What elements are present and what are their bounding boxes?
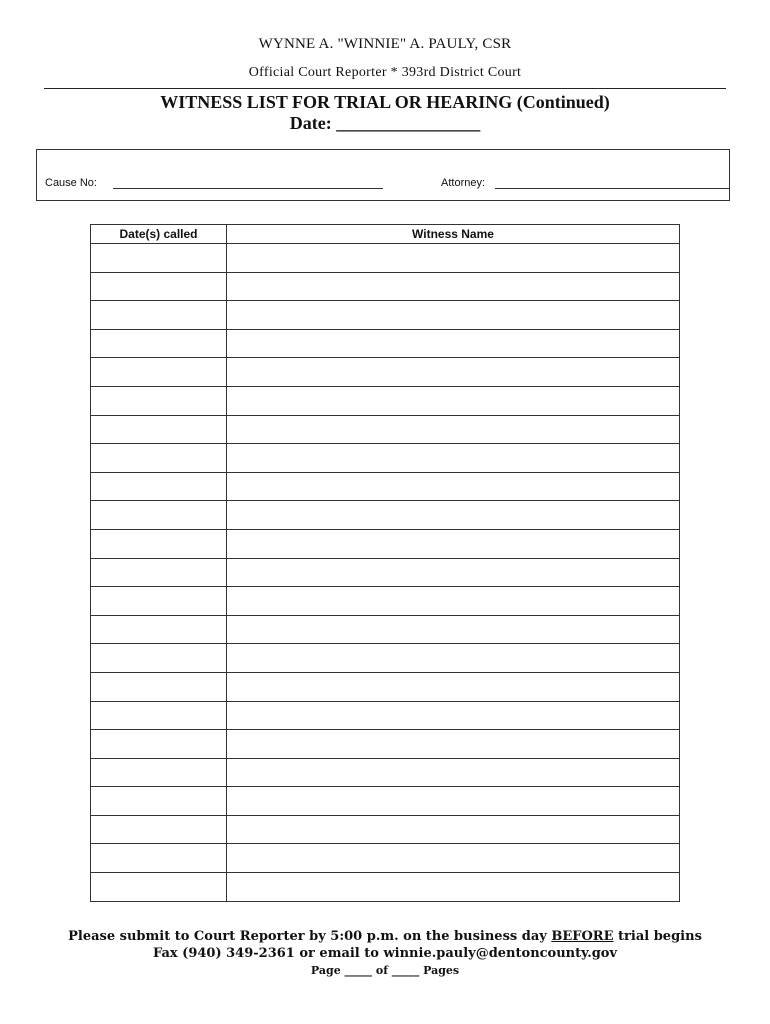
- date-called-cell[interactable]: [91, 501, 227, 530]
- page-count: Page _____ of _____ Pages: [310, 964, 460, 977]
- document-title: WITNESS LIST FOR TRIAL OR HEARING (Continued): [160, 92, 610, 112]
- witness-name-cell[interactable]: [227, 444, 680, 473]
- date-called-cell[interactable]: [91, 472, 227, 501]
- witness-name-cell[interactable]: [227, 415, 680, 444]
- submission-note-prefix: Please submit to Court Reporter by 5:00 p.m. on the business day: [68, 929, 552, 944]
- table-row: [91, 815, 680, 844]
- header-divider: [44, 88, 726, 89]
- witness-name-cell[interactable]: [227, 272, 680, 301]
- date-called-cell[interactable]: [91, 587, 227, 616]
- date-called-cell[interactable]: [91, 558, 227, 587]
- table-row: [91, 301, 680, 330]
- witness-name-cell[interactable]: [227, 672, 680, 701]
- witness-name-cell[interactable]: [227, 472, 680, 501]
- table-row: [91, 672, 680, 701]
- witness-table: [90, 224, 680, 902]
- witness-name-cell[interactable]: [227, 301, 680, 330]
- reporter-title: Official Court Reporter * 393rd District Court: [248, 65, 522, 80]
- witness-name-cell[interactable]: [227, 244, 680, 273]
- submission-note: [0, 929, 770, 945]
- date-called-cell[interactable]: [91, 873, 227, 902]
- date-called-cell[interactable]: [91, 701, 227, 730]
- date-called-cell[interactable]: [91, 644, 227, 673]
- case-info-box: [36, 149, 730, 201]
- table-row: [91, 701, 680, 730]
- table-row: [91, 358, 680, 387]
- date-called-cell[interactable]: [91, 758, 227, 787]
- witness-name-cell[interactable]: [227, 787, 680, 816]
- submission-note-suffix: trial begins: [613, 929, 702, 944]
- table-row: [91, 758, 680, 787]
- cause-number-field[interactable]: [113, 176, 383, 189]
- date-called-cell[interactable]: [91, 444, 227, 473]
- table-row: [91, 787, 680, 816]
- column-header-witness-name: Witness Name: [227, 225, 680, 244]
- date-called-cell[interactable]: [91, 386, 227, 415]
- table-row: [91, 730, 680, 759]
- table-row: [91, 587, 680, 616]
- witness-name-cell[interactable]: [227, 730, 680, 759]
- witness-name-cell[interactable]: [227, 558, 680, 587]
- attorney-field[interactable]: [495, 176, 729, 189]
- witness-name-cell[interactable]: [227, 386, 680, 415]
- date-called-cell[interactable]: [91, 730, 227, 759]
- date-called-cell[interactable]: [91, 329, 227, 358]
- table-row: [91, 873, 680, 902]
- table-row: [91, 329, 680, 358]
- date-called-cell[interactable]: [91, 358, 227, 387]
- reporter-name: WYNNE A. "WINNIE" A. PAULY, CSR: [258, 36, 512, 52]
- date-called-cell[interactable]: [91, 301, 227, 330]
- table-row: [91, 472, 680, 501]
- witness-name-cell[interactable]: [227, 758, 680, 787]
- table-row: [91, 244, 680, 273]
- witness-name-cell[interactable]: [227, 873, 680, 902]
- date-called-cell[interactable]: [91, 272, 227, 301]
- witness-name-cell[interactable]: [227, 615, 680, 644]
- table-row: [91, 529, 680, 558]
- attorney-label: Attorney:: [441, 177, 486, 189]
- witness-name-cell[interactable]: [227, 844, 680, 873]
- witness-name-cell[interactable]: [227, 501, 680, 530]
- table-row: [91, 615, 680, 644]
- table-header-row: [91, 225, 680, 244]
- table-row: [91, 501, 680, 530]
- date-called-cell[interactable]: [91, 787, 227, 816]
- date-called-cell[interactable]: [91, 529, 227, 558]
- cause-number-label: Cause No:: [45, 177, 97, 189]
- date-called-cell[interactable]: [91, 844, 227, 873]
- witness-name-cell[interactable]: [227, 358, 680, 387]
- witness-name-cell[interactable]: [227, 815, 680, 844]
- witness-name-cell[interactable]: [227, 701, 680, 730]
- date-called-cell[interactable]: [91, 815, 227, 844]
- table-row: [91, 644, 680, 673]
- table-row: [91, 844, 680, 873]
- date-called-cell[interactable]: [91, 244, 227, 273]
- table-row: [91, 415, 680, 444]
- witness-name-cell[interactable]: [227, 644, 680, 673]
- table-row: [91, 272, 680, 301]
- witness-table-body: [91, 244, 680, 902]
- contact-info: Fax (940) 349-2361 or email to winnie.pauly@dentoncounty.gov: [152, 946, 618, 961]
- table-row: [91, 558, 680, 587]
- date-called-cell[interactable]: [91, 672, 227, 701]
- date-called-cell[interactable]: [91, 415, 227, 444]
- table-row: [91, 444, 680, 473]
- column-header-dates-called: Date(s) called: [91, 225, 227, 244]
- table-row: [91, 386, 680, 415]
- witness-name-cell[interactable]: [227, 329, 680, 358]
- date-called-cell[interactable]: [91, 615, 227, 644]
- witness-name-cell[interactable]: [227, 587, 680, 616]
- submission-note-emphasis: BEFORE: [551, 929, 614, 944]
- witness-name-cell[interactable]: [227, 529, 680, 558]
- date-field[interactable]: Date: ________________: [289, 113, 481, 133]
